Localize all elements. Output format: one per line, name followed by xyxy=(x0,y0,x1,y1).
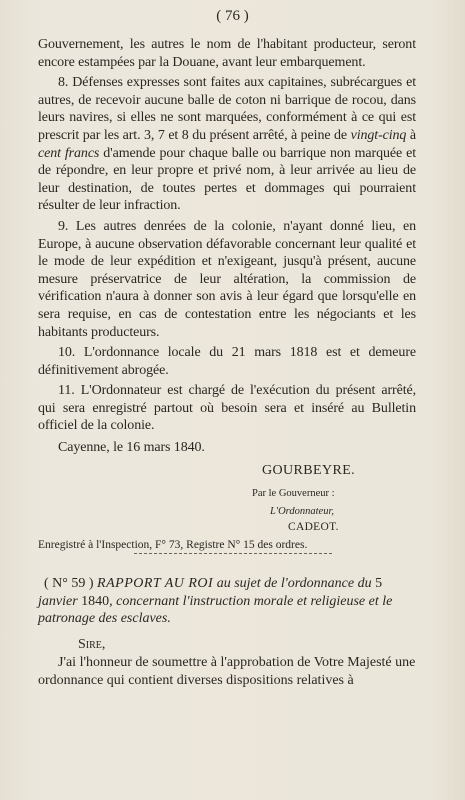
ordonnateur-title: L'Ordonnateur, xyxy=(270,506,334,517)
article-8: 8. Défenses expresses sont faites aux capitaines, subrécargues et autres, de recevoir aucune balle de coton ni barrique de rocou, dans leurs navires, si elles ne sont marquées, conformément à ce qui est prescrit par les art. 3, 7 et 8 du présent arrêté, à peine de vingt-cinq à cent francs d'amende pour chaque balle ou barrique non marquée et de répondre, en leur propre et privé nom, à leur arrivée au lieu de leur destination, de toutes pertes et dommages qui pourraient résulter de leur infraction. xyxy=(38,75,417,214)
ordonnateur-name: CADEOT. xyxy=(288,521,339,533)
section-divider xyxy=(134,553,332,554)
report-body: J'ai l'honneur de soumettre à l'approbation de Votre Majesté une ordonnance qui contient diverses dispositions relatives à xyxy=(38,655,416,688)
report-section xyxy=(38,575,416,690)
salutation: Sire, xyxy=(78,636,106,652)
page-number: ( 76 ) xyxy=(216,8,249,24)
registration-note: Enregistré à l'Inspection, F° 73, Registre N° 15 des ordres. xyxy=(38,539,308,551)
par-le-gouverneur: Par le Gouverneur : xyxy=(252,488,335,499)
report-heading: ( N° 59 ) RAPPORT AU ROI au sujet de l'ordonnance du 5 janvier 1840, concernant l'instruction morale et religieuse et le patronage des esclaves. xyxy=(38,576,393,627)
date-line: Cayenne, le 16 mars 1840. xyxy=(58,440,205,456)
article-9: 9. Les autres denrées de la colonie, n'ayant donné lieu, en Europe, à aucune observation défavorable concernant leur qualité et le mode de leur expédition et n'exigeant, jusqu'à présent, aucune mesure préservatrice de leur altération, la commission de vérification n'aura à donner son avis à leur égard que lorsqu'elle en sera requise, en cas de contestation entre les négociants et les habitants producteurs. xyxy=(38,218,416,340)
paragraph-continuation: Gouvernement, les autres le nom de l'habitant producteur, seront encore estampées par la Douane, avant leur embarquement. xyxy=(38,37,416,70)
governor-signature: GOURBEYRE. xyxy=(262,463,356,478)
ordinance-text xyxy=(38,36,416,457)
article-11: 11. L'Ordonnateur est chargé de l'exécution du présent arrêté, qui sera enregistré partout où besoin sera et inséré au Bulletin officiel de la colonie. xyxy=(38,383,416,434)
article-10: 10. L'ordonnance locale du 21 mars 1818 est et demeure définitivement abrogée. xyxy=(38,345,416,378)
